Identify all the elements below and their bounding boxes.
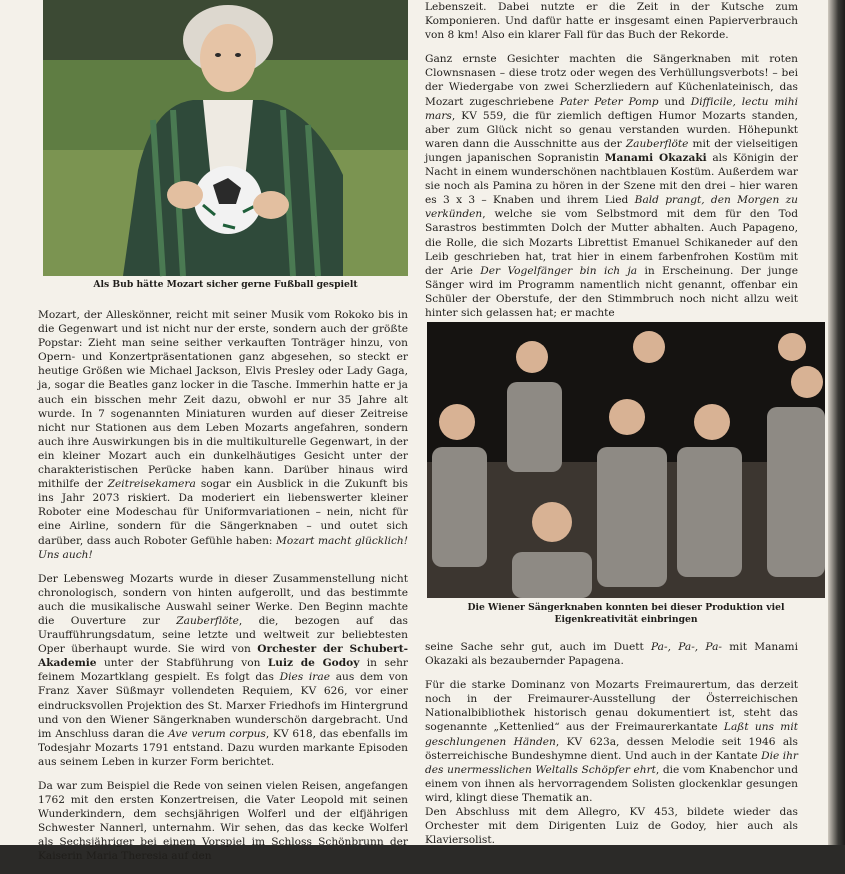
photo2-caption-line2: Eigenkreativität einbringen (554, 614, 698, 625)
left-paragraph-1: Mozart, der Alleskönner, reicht mit seiner Musik vom Rokoko bis in die Gegenwart und ist nicht nur der erste, sondern auch der größte Popstar: Zieht man seine seither verkauften Tonträger hinzu, von Opern- und Konzertpräsentationen ganz abgesehen, so steckt er heutige Größen wie Michael Jackson, Elvis Presley oder Lady Gaga, ja, sogar die Beatles ganz locker in die Tasche. Immerhin hatte er ja auch ein bisschen mehr Zeit dazu, obwohl er nur 35 Jahre alt wurde. In 7 sogenannten Miniaturen wurden auf dieser Zeitreise nicht nur Stationen aus dem Leben Mozarts angefahren, sondern auch ihre Auswirkungen bis in die multikulturelle Gegenwart, in der ein kleiner Mozart auch ein dunkelhäutiges Gesicht unter der charakteristischen Perücke haben kann. Darüber hinaus wird mithilfe der Zeitreisekamera sogar ein Ausblick in die Zukunft bis ins Jahr 2073 riskiert. Da moderiert ein liebenswerter kleiner Roboter eine Modeschau für Uniformvariationen – nein, nicht für eine Airline, sondern für die Sängerknaben – und outet sich darüber, dass auch Roboter Gefühle haben: Mozart macht glücklich! Uns auch! (38, 309, 409, 561)
photo2-caption-line1: Die Wiener Sängerknaben konnten bei dieser Produktion viel (467, 602, 785, 613)
right-paragraph-3: seine Sache sehr gut, auch im Duett Pa-, Pa-, Pa- mit Manami Okazaki als bezaubernder Papagena. (425, 641, 798, 668)
photo-choir-illustration (427, 322, 825, 598)
photo-choir-boys (427, 322, 825, 598)
photo-boy-with-football (43, 0, 408, 276)
right-paragraph-4: Für die starke Dominanz von Mozarts Freimaurertum, das derzeit noch in der Freimaurer-Ausstellung der Österreichischen Nationalbibliothek historisch genau dokumentiert ist, steht das sogenannte „Kettenlied“ aus der Freimaurerkantate Laßt uns mit geschlungenen Händen, KV 623a, dessen Melodie seit 1946 als österreichische Bundeshymne dient. Und auch in der Kantate Die ihr des unermesslichen Weltalls Schöpfer ehrt, die vom Knabenchor und einem von ihnen als hervorragendem Solisten glockenklar gesungen wird, klingt diese Thematik an. (425, 679, 799, 804)
photo-boy-illustration (43, 0, 408, 276)
page-binding-shadow (828, 0, 845, 845)
right-paragraph-5: Den Abschluss mit dem Allegro, KV 453, bildete wieder das Orchester mit dem Dirigenten Luiz de Godoy, hier auch als Klaviersolist. (425, 806, 798, 847)
left-paragraph-3: Da war zum Beispiel die Rede von seinen vielen Reisen, angefangen 1762 mit den ersten Konzertreisen, die Vater Leopold mit seinen Wunderkindern, dem sechsjährigen Wolferl und der elfjährigen Schwester Nannerl, unternahm. Wir sehen, das das kecke Wolferl als Sechsjähriger bei einem Vorspiel im Schloss Schönbrunn der Kaiserin Maria Theresia auf den (38, 780, 408, 863)
right-text-column-bottom (425, 640, 798, 857)
right-text-column-top (425, 0, 798, 330)
right-paragraph-1: Lebenszeit. Dabei nutzte er die Zeit in der Kutsche zum Komponieren. Und dafür hatte er insgesamt einen Papierverbrauch von 8 km! Also ein klarer Fall für das Buch der Rekorde. (425, 1, 798, 42)
left-paragraph-2: Der Lebensweg Mozarts wurde in dieser Zusammenstellung nicht chronologisch, sondern von hinten aufgerollt, und das bestimmte auch die musikalische Auswahl seiner Werke. Den Beginn machte die Ouverture zur Zauberflöte, die, bezogen auf das Uraufführungsdatum, seine letzte und weltweit zur beliebtesten Oper überhaupt wurde. Sie wird von Orchester der Schubert-Akademie unter der Stabführung von Luiz de Godoy in sehr feinem Mozartklang gespielt. Es folgt das Dies irae aus dem von Franz Xaver Süßmayr vollendeten Requiem, KV 626, vor einer eindrucksvollen Projektion des St. Marxer Friedhofs im Hintergrund und von den Wiener Sängerknaben wunderschön dargebracht. Und im Anschluss daran die Ave verum corpus, KV 618, das ebenfalls im Todesjahr Mozarts 1791 entstand. Dazu wurden markante Episoden aus seinem Leben in kurzer Form berichtet. (38, 572, 408, 768)
right-paragraph-2: Ganz ernste Gesichter machten die Sängerknaben mit roten Clownsnasen – diese trotz oder wegen des Verhüllungsverbots! – bei der Wiedergabe von zwei Scherzliedern auf Küchenlateinisch, das Mozart zugeschriebene Pater Peter Pomp und Difficile, lectu mihi mars, KV 559, die für ziemlich deftigen Humor Mozarts standen, aber zum Glück nicht so genau verstanden wurden. Höhepunkt waren dann die Ausschnitte aus der Zauberflöte mit der vielseitigen jungen japanischen Sopranistin Manami Okazaki als Königin der Nacht in einem wunderschönen nachtblauen Kostüm. Außerdem war sie noch als Pamina zu hören in der Szene mit den drei – hier waren es 3 x 3 – Knaben und ihrem Lied Bald prangt, den Morgen zu verkünden, welche sie vom Selbstmord mit dem für den Tod Sarastros bestimmten Dolch der Mutter abhalten. Auch Papageno, die Rolle, die sich Mozarts Librettist Emanuel Schikaneder auf den Leib geschrieben hat, trat hier in einem farbenfrohen Kostüm mit der Arie Der Vogelfänger bin ich ja in Erscheinung. Der junge Sänger wird im Programm namentlich nicht genannt, offenbar ein Schüler der Oberstufe, der den Stimmbruch noch nicht allzu weit hinter sich gelassen hat; er machte (425, 53, 798, 319)
photo2-caption (427, 602, 825, 626)
left-text-column (38, 308, 408, 874)
photo1-caption: Als Bub hätte Mozart sicher gerne Fußball gespielt (93, 279, 358, 290)
